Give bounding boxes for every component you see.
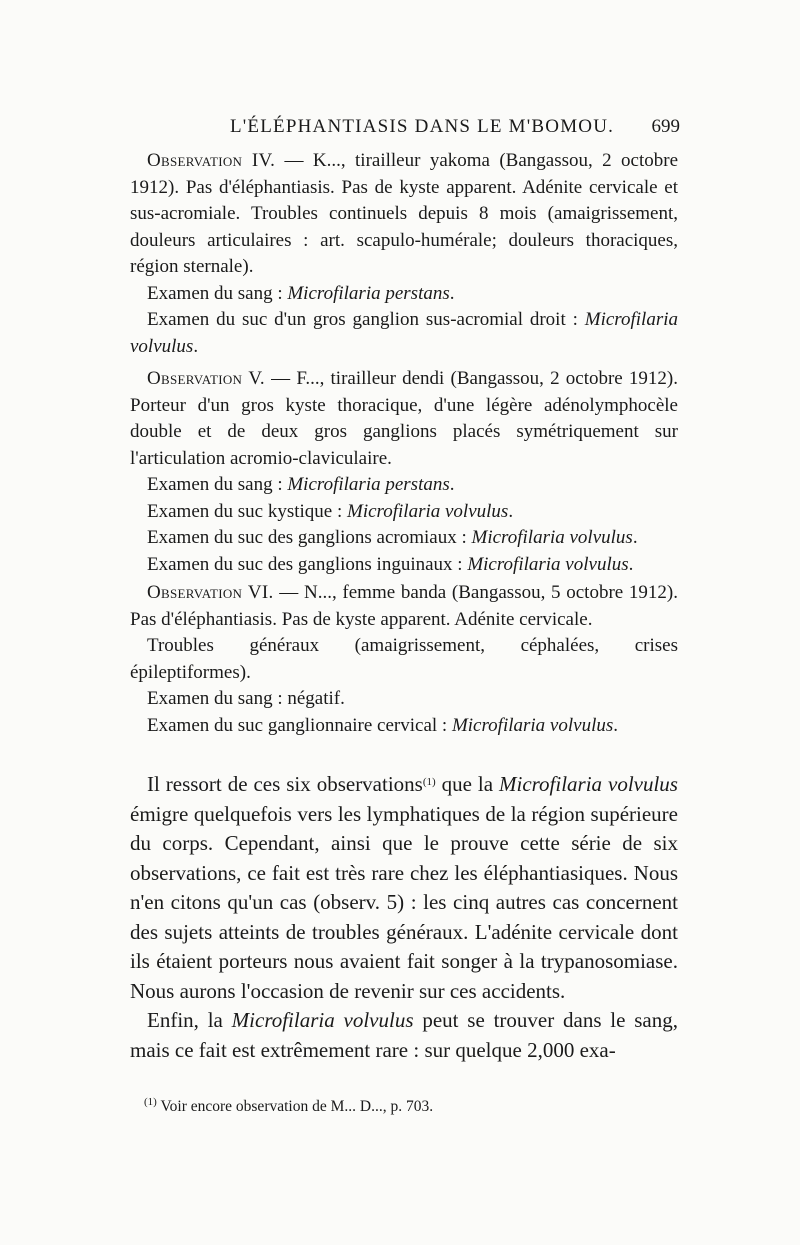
exam-line: Examen du suc des ganglions inguinaux : Microfilaria volvulus. [147,553,634,575]
body-paragraph: Il ressort de ces six observations$^{(1)}$ que la Microfilaria volvulus émigre quelquefois vers les lymphatiques de la région supérieure du corps. Cependant, ainsi que le prouve cette série de six observations, ce fait est très rare chez les éléphantiasiques. Nous n'en citons qu'un cas (observ. 5) : les cinq autres cas concernent des sujets atteints de troubles généraux. L'adénite cervicale dont ils étaient porteurs nous avaient fait songer à la trypanosomiase. Nous aurons l'occasion de revenir sur ces accidents. [130,772,678,1003]
exam-line: Examen du suc kystique : Microfilaria volvulus. [147,500,514,522]
exam-line: Troubles généraux (amaigrissement, céphalées, crises épileptiformes). [130,635,678,683]
page-header [130,116,680,146]
exam-line: Examen du suc ganglionnaire cervical : Microfilaria volvulus. [147,714,618,736]
observation-intro: Observation VI. — N..., femme banda (Bangassou, 5 octobre 1912). Pas d'éléphantiasis. Pas de kyste apparent. Adénite cervicale. [130,582,679,630]
body-paragraph: Enfin, la Microfilaria volvulus peut se trouver dans le sang, mais ce fait est extrêmement rare : sur quelque 2,000 exa- [130,1008,678,1062]
footnote-text: Voir encore observation de M... D..., p. 703. [160,1098,434,1115]
observation-text: F..., tirailleur dendi (Bangassou, 2 octobre 1912). Porteur d'un gros kyste thoracique, d'une légère adénolymphocèle double et de deux gros ganglions placés symétriquement sur l'articulation acromio-claviculaire. [130,368,678,469]
observation-text: K..., tirailleur yakoma (Bangassou, 2 octobre 1912). Pas d'éléphantiasis. Pas de kyste apparent. Adénite cervicale et sus-acromiale. Troubles continuels depuis 8 mois (amaigrissement, douleurs articulaires : art. scapulo-humérale; douleurs thoraciques, région sternale). [130,150,679,277]
observation-label: Observation V. [147,368,265,389]
exam-line: Examen du sang : Microfilaria perstans. [147,474,455,495]
page-number: 699 [651,116,680,137]
observation-label: Observation VI. [147,582,274,603]
observation-label: Observation IV. [147,150,276,171]
exam-line: Examen du sang : Microfilaria perstans. [147,282,455,304]
observation-text: N..., femme banda (Bangassou, 5 octobre 1912). Pas d'éléphantiasis. Pas de kyste apparent. Adénite cervicale. [130,582,679,630]
observation-v [130,366,678,578]
observation-intro: Observation V. — F..., tirailleur dendi (Bangassou, 2 octobre 1912). Porteur d'un gros kyste thoracique, d'une légère adénolymphocèle double et de deux gros ganglions placés symétriquement sur l'articulation acromio-claviculaire. [130,368,678,469]
exam-line: Examen du sang : négatif. [147,688,345,709]
observation-vi [130,580,678,739]
footnote-ref: (1) [422,776,436,788]
main-text [130,770,678,1065]
exam-line: Examen du suc des ganglions acromiaux : Microfilaria volvulus. [147,527,638,548]
observation-iv [130,148,678,360]
footnote-marker: (1) [144,1096,157,1108]
running-title: L'ÉLÉPHANTIASIS DANS LE M'BOMOU. [230,116,615,137]
footnote [144,1098,433,1116]
observation-intro: Observation IV. — K..., tirailleur yakoma (Bangassou, 2 octobre 1912). Pas d'éléphantiasis. Pas de kyste apparent. Adénite cervicale et sus-acromiale. Troubles continuels depuis 8 mois (amaigrissement, douleurs articulaires : art. scapulo-humérale; douleurs thoraciques, région sternale). [130,150,679,277]
exam-line: Examen du suc d'un gros ganglion sus-acromial droit : Microfilaria volvulus. [130,309,678,357]
